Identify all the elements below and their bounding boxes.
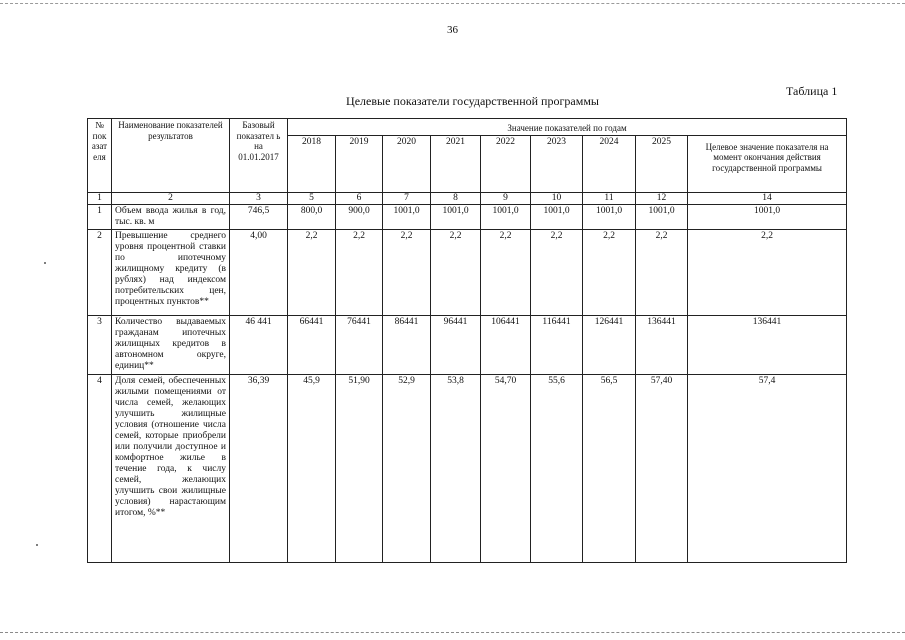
header-target: Целевое значение показателя на момент окончания действия государственной программы [688,135,847,192]
row-num: 1 [88,204,112,229]
scan-edge-bottom [0,632,905,633]
scan-speck [44,262,46,264]
row-value: 2,2 [288,229,336,315]
row-value: 52,9 [383,374,431,562]
column-index: 7 [383,192,431,204]
table-row [88,315,847,374]
row-value: 86441 [383,315,431,374]
row-value: 2,2 [583,229,636,315]
header-group: Значение показателей по годам [288,119,847,136]
header-year: 2020 [383,135,431,192]
row-value: 900,0 [336,204,383,229]
row-value: 66441 [288,315,336,374]
row-value: 1001,0 [636,204,688,229]
row-value: 2,2 [481,229,531,315]
header-year: 2022 [481,135,531,192]
row-num: 4 [88,374,112,562]
header-year: 2025 [636,135,688,192]
column-index: 1 [88,192,112,204]
row-value: 76441 [336,315,383,374]
header-year: 2018 [288,135,336,192]
column-index: 9 [481,192,531,204]
column-index: 5 [288,192,336,204]
row-value: 2,2 [383,229,431,315]
row-target: 2,2 [688,229,847,315]
table-row [88,374,847,562]
column-index: 6 [336,192,383,204]
row-target: 57,4 [688,374,847,562]
row-target: 136441 [688,315,847,374]
column-index: 12 [636,192,688,204]
row-value: 116441 [531,315,583,374]
header-base: Базовый показател ь на 01.01.2017 [230,119,288,193]
header-year: 2024 [583,135,636,192]
row-base: 36,39 [230,374,288,562]
row-value: 800,0 [288,204,336,229]
row-value: 2,2 [636,229,688,315]
column-index: 8 [431,192,481,204]
table-title: Целевые показатели государственной программы [346,94,599,108]
column-index: 11 [583,192,636,204]
row-value: 1001,0 [481,204,531,229]
row-value: 56,5 [583,374,636,562]
row-value: 106441 [481,315,531,374]
header-row-group [88,119,847,136]
row-name: Доля семей, обеспеченных жилыми помещениями от числа семей, желающих улучшить жилищные условия (отношение числа семей, которые приобрели или получили доступное и комфортное жилье в течение года, к числу семей, желающих улучшить свои жилищные условия) нарастающим итогом, %** [112,374,230,562]
row-value: 54,70 [481,374,531,562]
header-year: 2019 [336,135,383,192]
row-value: 1001,0 [431,204,481,229]
header-name: Наименование показателей результатов [112,119,230,193]
row-value: 1001,0 [531,204,583,229]
header-year: 2023 [531,135,583,192]
column-index: 14 [688,192,847,204]
indicators-table [87,118,847,563]
scan-speck [36,544,38,546]
column-index: 3 [230,192,288,204]
row-target: 1001,0 [688,204,847,229]
row-base: 746,5 [230,204,288,229]
row-value: 57,40 [636,374,688,562]
column-index: 10 [531,192,583,204]
row-name: Количество выдаваемых гражданам ипотечных жилищных кредитов в автономном округе, единиц** [112,315,230,374]
row-value: 136441 [636,315,688,374]
page-number: 36 [447,24,458,36]
column-index-row [88,192,847,204]
column-index: 2 [112,192,230,204]
header-year: 2021 [431,135,481,192]
row-value: 2,2 [431,229,481,315]
row-name: Превышение среднего уровня процентной ставки по ипотечному жилищному кредиту (в рублях) над индексом потребительских цен, процентных пунктов** [112,229,230,315]
table-row [88,204,847,229]
header-num: № пок азат еля [88,119,112,193]
scan-edge-top [0,3,905,4]
row-base: 46 441 [230,315,288,374]
row-value: 1001,0 [583,204,636,229]
row-value: 55,6 [531,374,583,562]
row-base: 4,00 [230,229,288,315]
row-value: 2,2 [531,229,583,315]
row-value: 126441 [583,315,636,374]
row-value: 2,2 [336,229,383,315]
row-value: 1001,0 [383,204,431,229]
row-value: 96441 [431,315,481,374]
row-value: 45,9 [288,374,336,562]
row-num: 3 [88,315,112,374]
row-name: Объем ввода жилья в год, тыс. кв. м [112,204,230,229]
row-num: 2 [88,229,112,315]
table-row [88,229,847,315]
row-value: 51,90 [336,374,383,562]
table-label: Таблица 1 [786,84,838,98]
row-value: 53,8 [431,374,481,562]
